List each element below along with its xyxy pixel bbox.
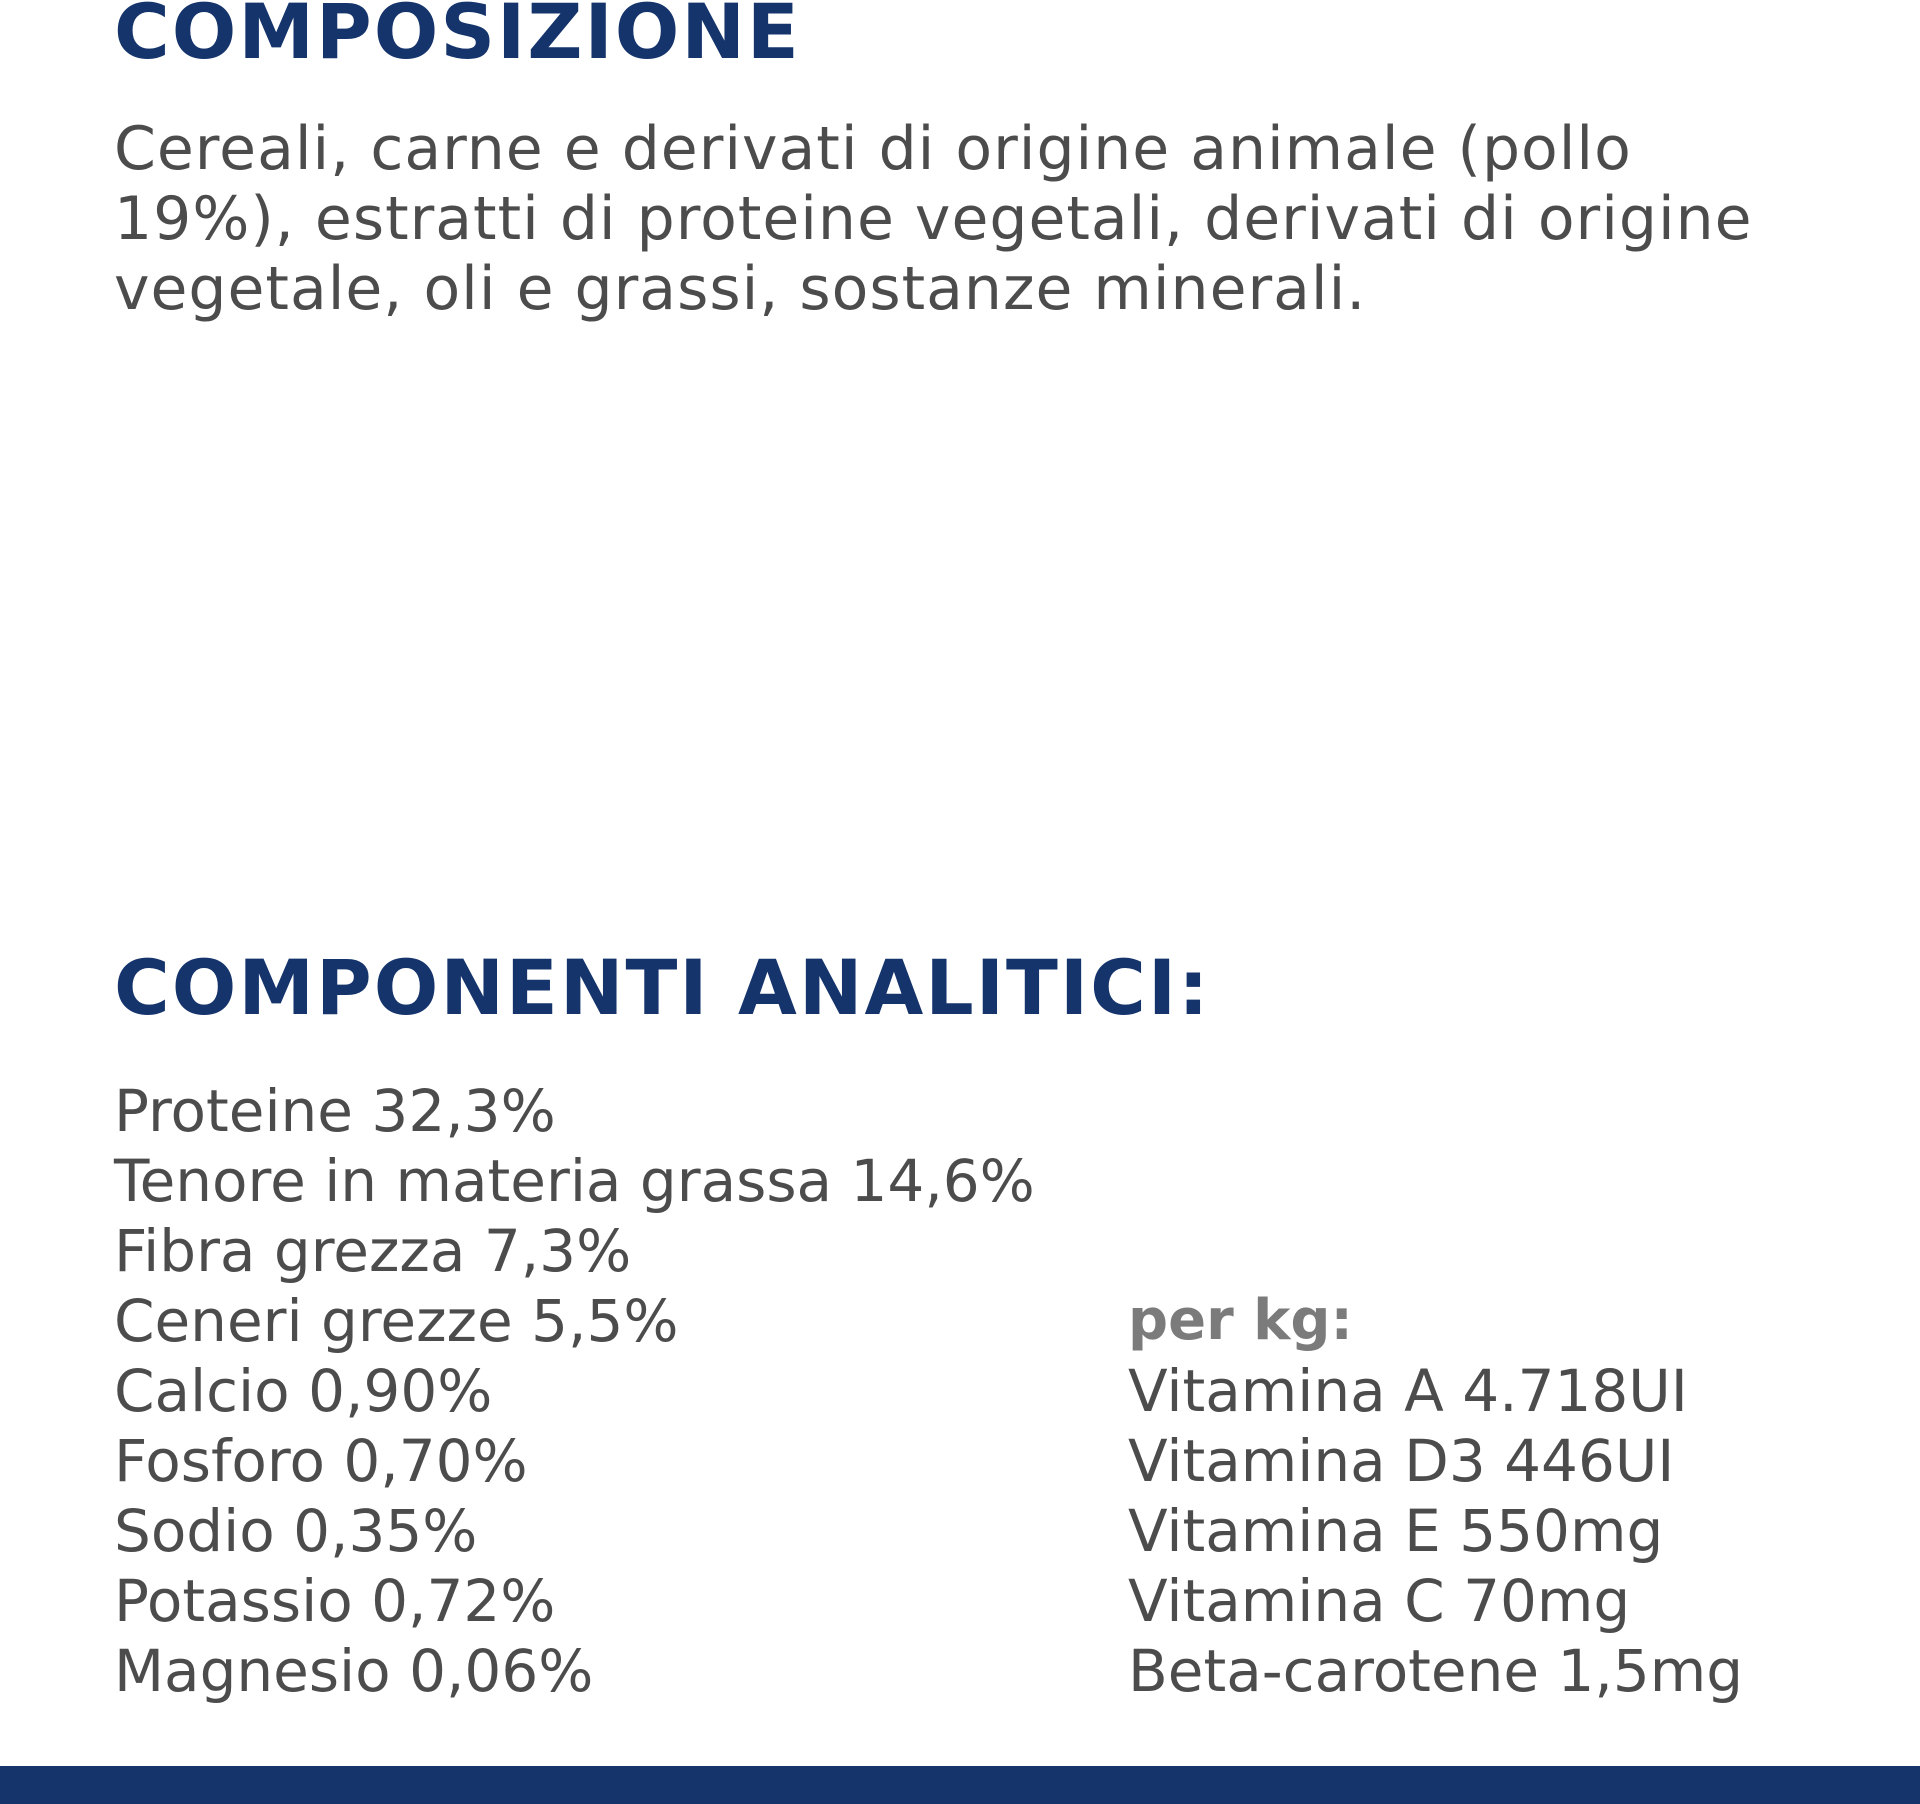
per-kg-list bbox=[1128, 1286, 1743, 1706]
analytical-item-potassium: Potassio 0,72% bbox=[114, 1567, 556, 1635]
vitamin-item-c: Vitamina C 70mg bbox=[1128, 1567, 1631, 1635]
footer-bar bbox=[0, 1766, 1920, 1804]
composition-line: vegetale, oli e grassi, sostanze minerali. bbox=[114, 254, 1367, 324]
vitamin-item-d3: Vitamina D3 446UI bbox=[1128, 1427, 1675, 1495]
vitamin-item-a: Vitamina A 4.718UI bbox=[1128, 1357, 1688, 1425]
vitamin-item-e: Vitamina E 550mg bbox=[1128, 1497, 1664, 1565]
analytical-item-fat: Tenore in materia grassa 14,6% bbox=[114, 1147, 1035, 1215]
beta-carotene-item: Beta-carotene 1,5mg bbox=[1128, 1637, 1744, 1705]
per-kg-label: per kg: bbox=[1128, 1288, 1353, 1353]
analytical-item-fiber: Fibra grezza 7,3% bbox=[114, 1217, 632, 1285]
composition-text bbox=[114, 114, 1834, 324]
analytical-item-calcium: Calcio 0,90% bbox=[114, 1357, 493, 1425]
analytical-components-list bbox=[114, 1076, 1035, 1706]
analytical-item-magnesium: Magnesio 0,06% bbox=[114, 1637, 594, 1705]
analytical-item-protein: Proteine 32,3% bbox=[114, 1077, 556, 1145]
analytical-components-heading: COMPONENTI ANALITICI: bbox=[114, 943, 1211, 1032]
analytical-item-sodium: Sodio 0,35% bbox=[114, 1497, 478, 1565]
composition-heading: COMPOSIZIONE bbox=[114, 0, 801, 76]
composition-line: 19%), estratti di proteine vegetali, derivati di origine bbox=[114, 184, 1753, 254]
composition-line: Cereali, carne e derivati di origine animale (pollo bbox=[114, 114, 1632, 184]
analytical-item-phosphorus: Fosforo 0,70% bbox=[114, 1427, 528, 1495]
analytical-item-ash: Ceneri grezze 5,5% bbox=[114, 1287, 679, 1355]
